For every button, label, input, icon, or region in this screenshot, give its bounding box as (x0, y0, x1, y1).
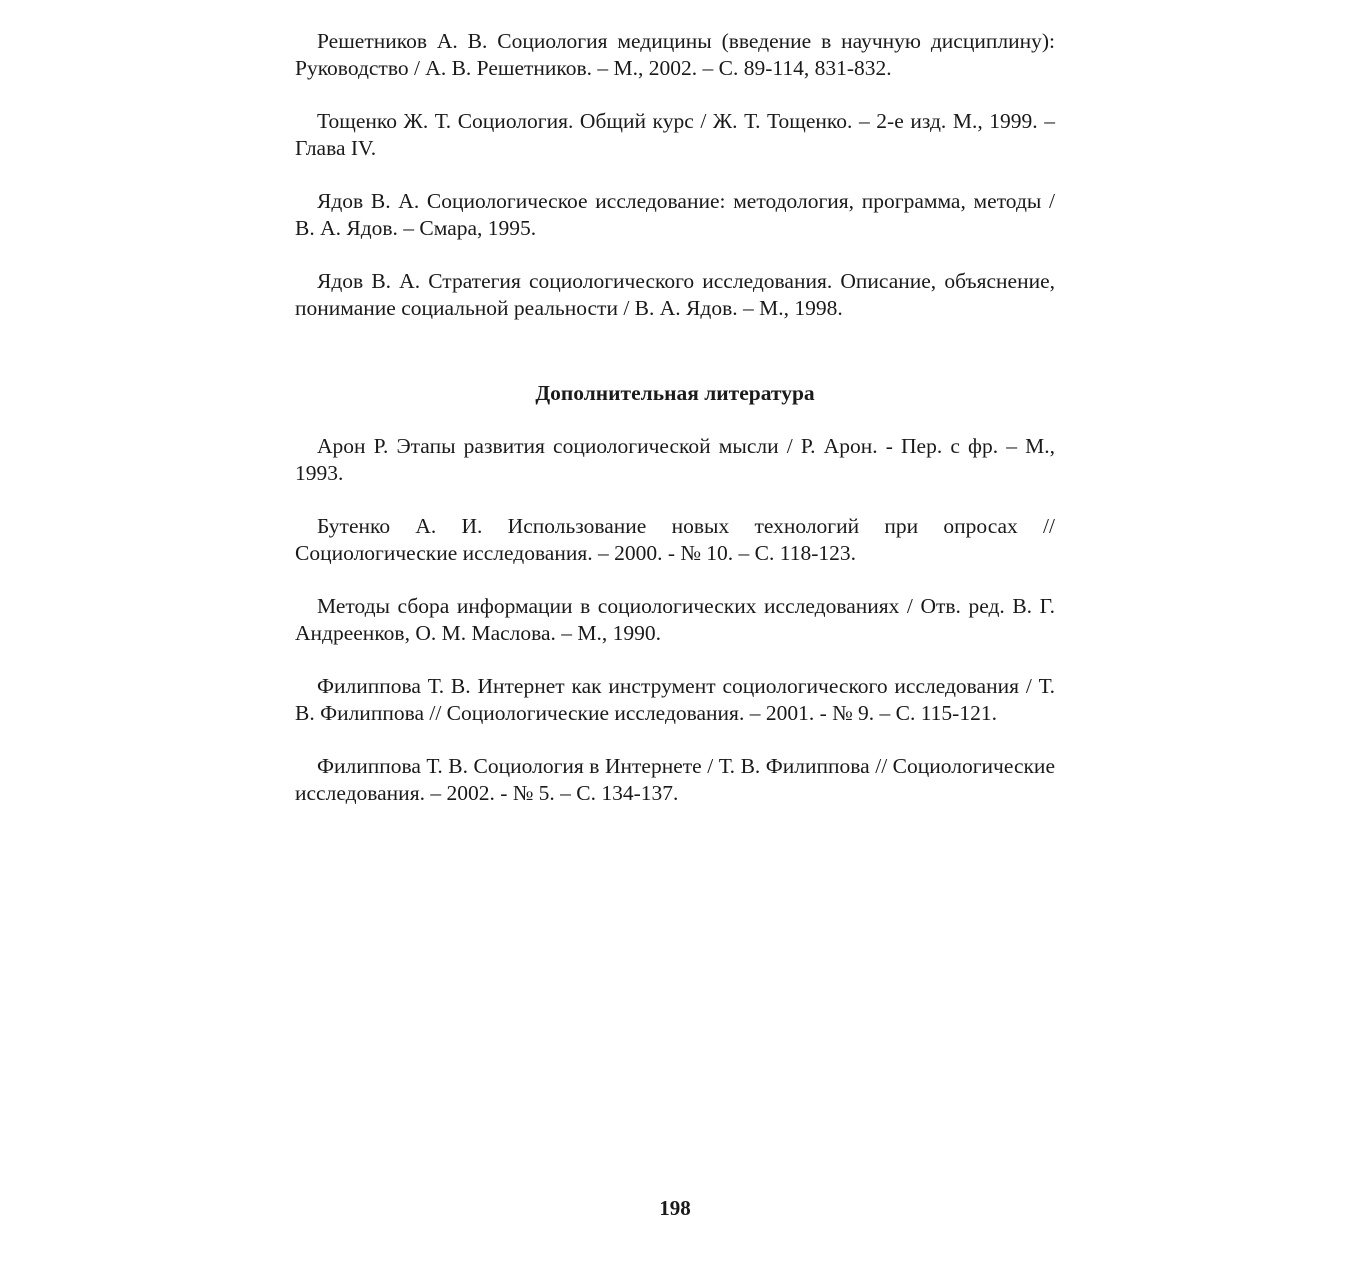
reference-item: Ядов В. А. Социологическое исследование: методология, программа, методы / В. А. Ядов. – Смара, 1995. (295, 189, 1055, 240)
reference-item: Филиппова Т. В. Социология в Интернете / Т. В. Филиппова // Социологические исследования. – 2002. - № 5. – С. 134-137. (295, 754, 1055, 805)
reference-item: Филиппова Т. В. Интернет как инструмент социологического исследования / Т. В. Филиппова // Социологические исследования. – 2001. - № 9. – С. 115-121. (295, 674, 1055, 725)
reference-item: Методы сбора информации в социологических исследованиях / Отв. ред. В. Г. Андреенков, О. М. Маслова. – М., 1990. (295, 594, 1055, 645)
reference-item: Ядов В. А. Стратегия социологического исследования. Описание, объяснение, понимание социальной реальности / В. А. Ядов. – М., 1998. (295, 269, 1055, 320)
reference-item: Решетников А. В. Социология медицины (введение в научную дисциплину): Руководство / А. В. Решетников. – М., 2002. – С. 89-114, 831-832. (295, 29, 1055, 80)
page-number: 198 (659, 1196, 691, 1220)
reference-item: Бутенко А. И. Использование новых технологий при опросах // Социологические исследования. – 2000. - № 10. – С. 118-123. (295, 514, 1055, 565)
section-title: Дополнительная литература (535, 381, 815, 405)
page-content (295, 28, 1055, 807)
reference-item: Арон Р. Этапы развития социологической мысли / Р. Арон. - Пер. с фр. – М., 1993. (295, 434, 1055, 485)
reference-item: Тощенко Ж. Т. Социология. Общий курс / Ж. Т. Тощенко. – 2-е изд. М., 1999. – Глава IV. (295, 109, 1055, 160)
